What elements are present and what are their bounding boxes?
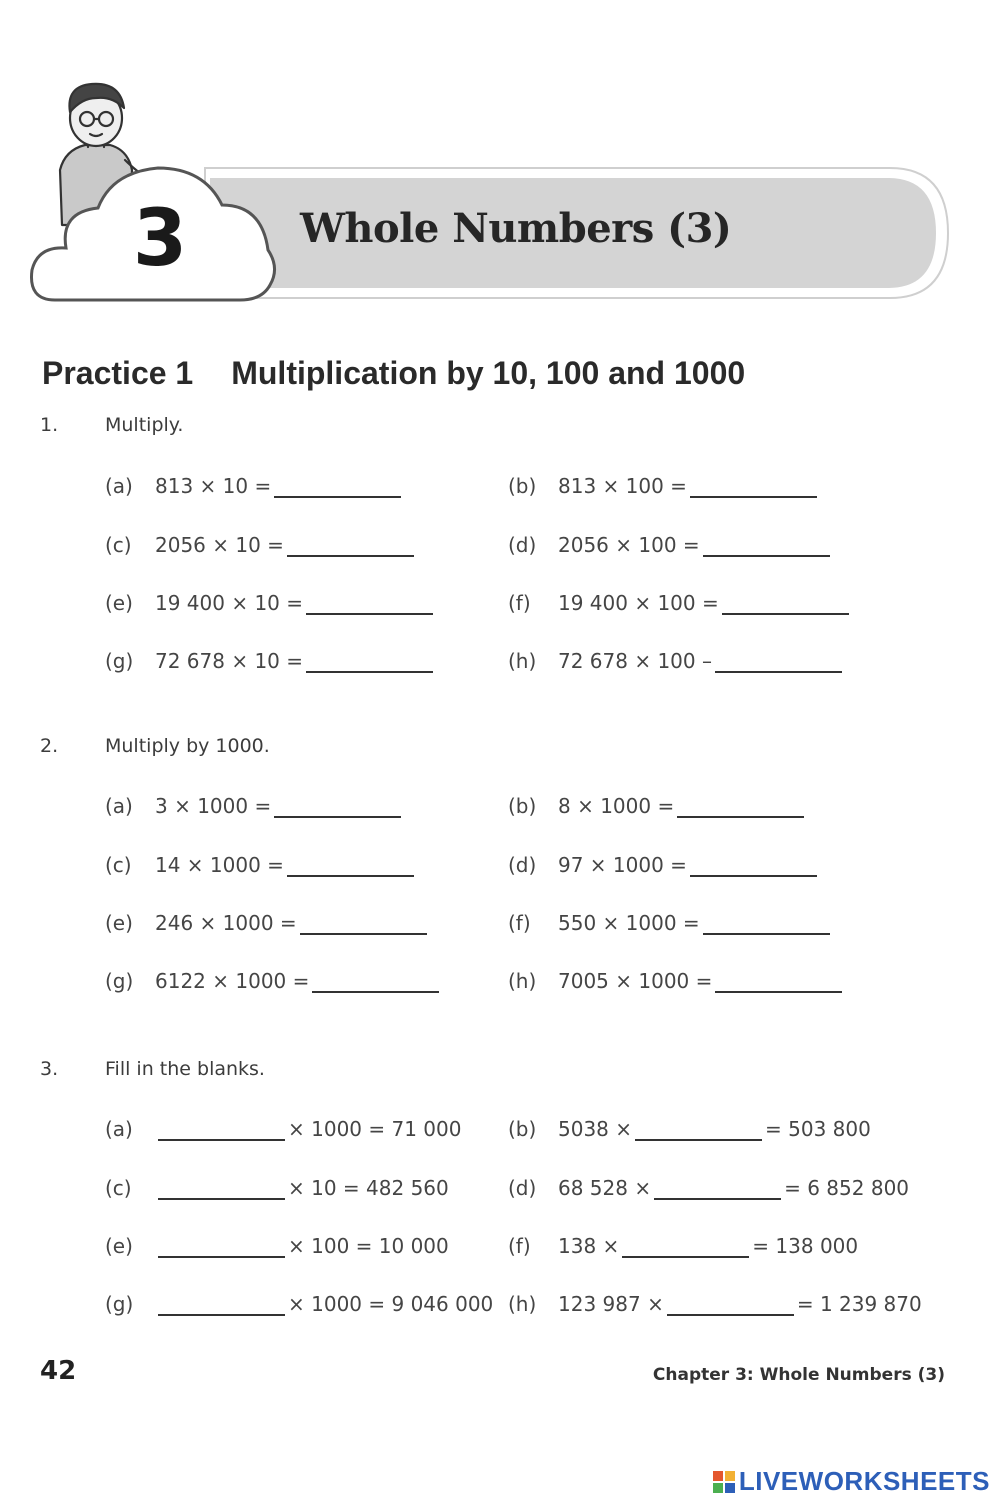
- practice-title: Multiplication by 10, 100 and 1000: [231, 355, 746, 391]
- q1-item-g: (g) 72 678 × 10 =: [105, 645, 436, 673]
- answer-blank[interactable]: [635, 1119, 762, 1141]
- answer-blank[interactable]: [287, 855, 414, 877]
- answer-blank[interactable]: [690, 855, 817, 877]
- q2-item-e: (e) 246 × 1000 =: [105, 907, 430, 935]
- q2-item-c: (c) 14 × 1000 =: [105, 849, 417, 877]
- answer-blank[interactable]: [158, 1178, 285, 1200]
- question-instruction: Multiply.: [105, 414, 184, 436]
- answer-blank[interactable]: [722, 593, 849, 615]
- q1-item-d: (d) 2056 × 100 =: [508, 529, 833, 557]
- q2-item-f: (f) 550 × 1000 =: [508, 907, 833, 935]
- answer-blank[interactable]: [703, 535, 830, 557]
- answer-blank[interactable]: [703, 913, 830, 935]
- question-2: [40, 735, 270, 757]
- q1-item-a: (a) 813 × 10 =: [105, 470, 404, 498]
- q3-item-f: (f) 138 × = 138 000: [508, 1234, 859, 1258]
- q3-item-a: (a) × 1000 = 71 000: [105, 1117, 462, 1141]
- answer-blank[interactable]: [622, 1236, 749, 1258]
- question-instruction: Multiply by 1000.: [105, 735, 270, 757]
- answer-blank[interactable]: [306, 593, 433, 615]
- brand-name: LIVEWORKSHEETS: [738, 1466, 990, 1496]
- question-1: [40, 414, 183, 436]
- question-instruction: Fill in the blanks.: [105, 1058, 265, 1080]
- practice-label: Practice 1: [42, 355, 194, 391]
- question-number: 1.: [40, 414, 59, 436]
- chapter-title: Whole Numbers (3): [300, 205, 732, 252]
- q2-item-d: (d) 97 × 1000 =: [508, 849, 820, 877]
- q3-item-h: (h) 123 987 × = 1 239 870: [508, 1292, 922, 1316]
- q1-item-e: (e) 19 400 × 10 =: [105, 587, 436, 615]
- q3-item-e: (e) × 100 = 10 000: [105, 1234, 449, 1258]
- q1-item-c: (c) 2056 × 10 =: [105, 529, 417, 557]
- q1-item-h: (h) 72 678 × 100 –: [508, 645, 845, 673]
- answer-blank[interactable]: [306, 651, 433, 673]
- q3-item-b: (b) 5038 × = 503 800: [508, 1117, 871, 1141]
- q3-item-d: (d) 68 528 × = 6 852 800: [508, 1176, 910, 1200]
- answer-blank[interactable]: [690, 476, 817, 498]
- answer-blank[interactable]: [300, 913, 427, 935]
- answer-blank[interactable]: [158, 1119, 285, 1141]
- answer-blank[interactable]: [287, 535, 414, 557]
- q2-item-h: (h) 7005 × 1000 =: [508, 965, 845, 993]
- answer-blank[interactable]: [274, 476, 401, 498]
- liveworksheets-brand[interactable]: [713, 1466, 990, 1497]
- q2-item-b: (b) 8 × 1000 =: [508, 790, 807, 818]
- answer-blank[interactable]: [312, 971, 439, 993]
- question-number: 3.: [40, 1058, 59, 1080]
- q2-item-a: (a) 3 × 1000 =: [105, 790, 404, 818]
- q3-item-c: (c) × 10 = 482 560: [105, 1176, 449, 1200]
- q1-item-b: (b) 813 × 100 =: [508, 470, 820, 498]
- answer-blank[interactable]: [158, 1294, 285, 1316]
- q3-item-g: (g) × 1000 = 9 046 000: [105, 1292, 494, 1316]
- chapter-number: 3: [132, 194, 188, 284]
- q1-item-f: (f) 19 400 × 100 =: [508, 587, 852, 615]
- practice-heading: [42, 355, 745, 392]
- question-number: 2.: [40, 735, 59, 757]
- answer-blank[interactable]: [715, 971, 842, 993]
- answer-blank[interactable]: [158, 1236, 285, 1258]
- q2-item-g: (g) 6122 × 1000 =: [105, 965, 442, 993]
- page-number: 42: [40, 1356, 77, 1386]
- answer-blank[interactable]: [667, 1294, 794, 1316]
- answer-blank[interactable]: [654, 1178, 781, 1200]
- chapter-reference: Chapter 3: Whole Numbers (3): [652, 1365, 945, 1385]
- question-3: [40, 1058, 265, 1080]
- answer-blank[interactable]: [677, 796, 804, 818]
- liveworksheets-logo-icon: [713, 1471, 735, 1493]
- answer-blank[interactable]: [274, 796, 401, 818]
- answer-blank[interactable]: [715, 651, 842, 673]
